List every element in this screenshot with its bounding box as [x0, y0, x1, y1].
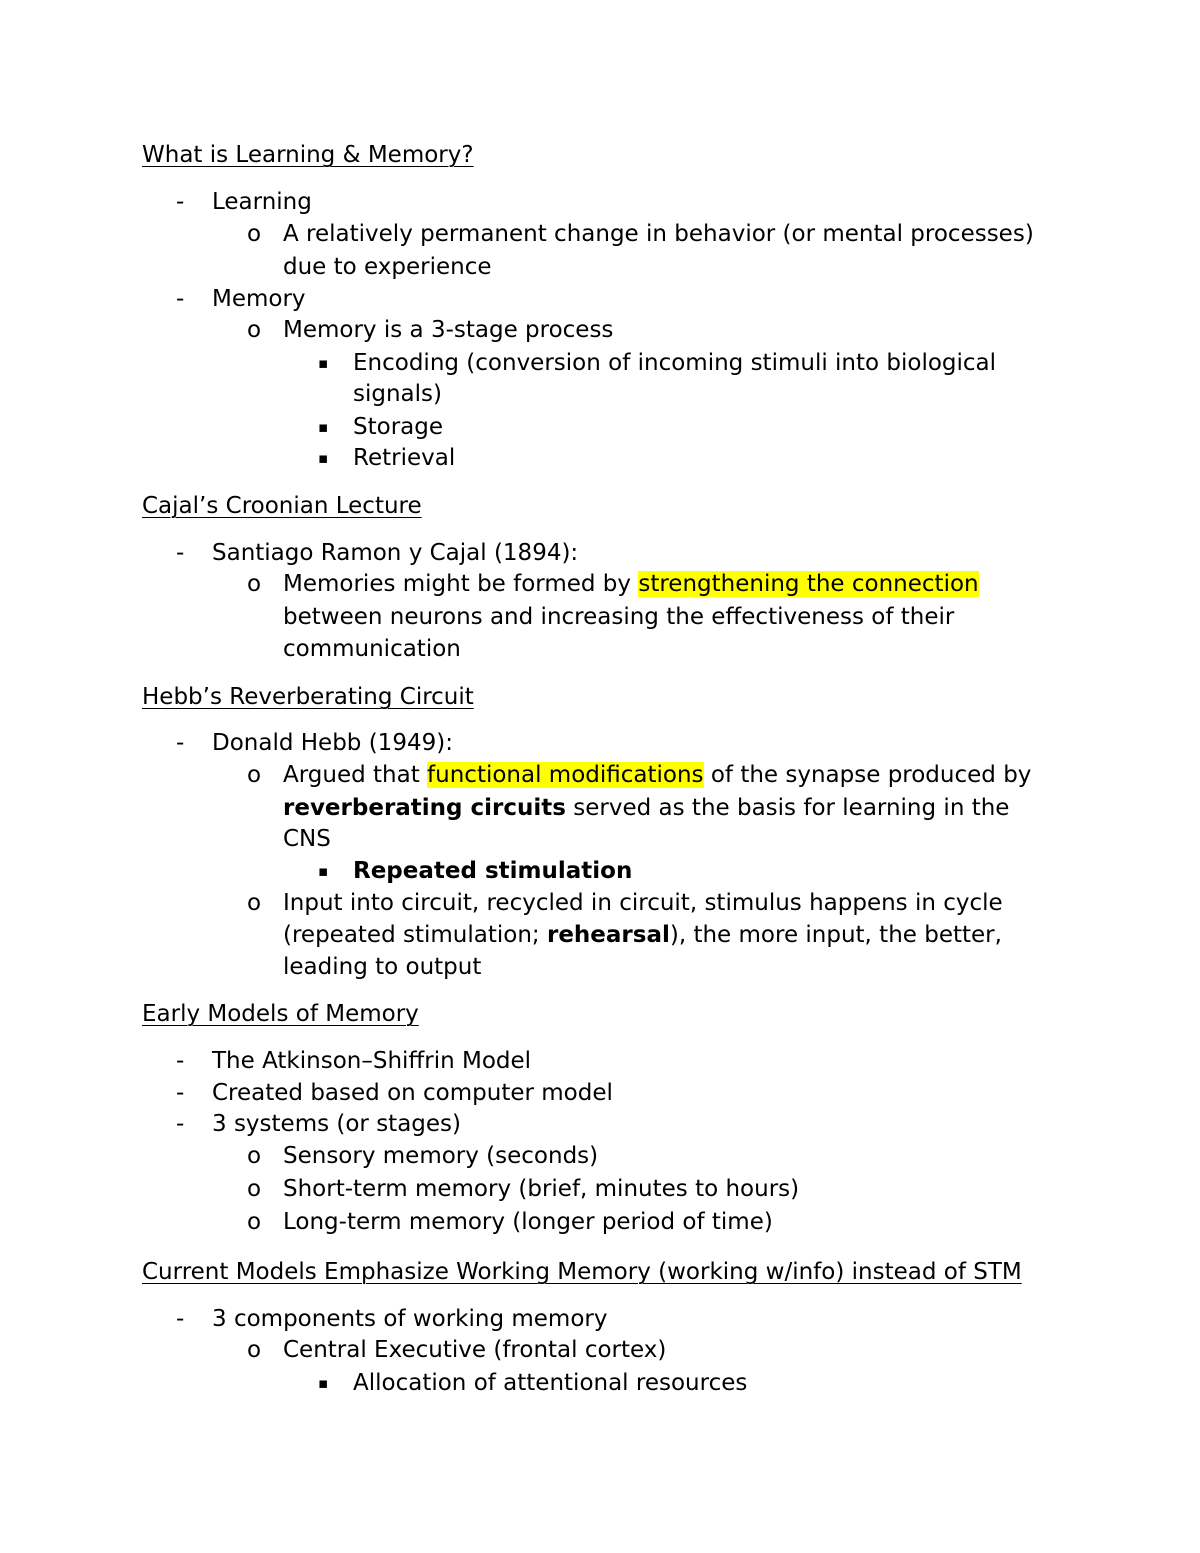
- list-item: Retrieval: [353, 445, 456, 471]
- text-run: ), the more input, the better,: [669, 922, 1002, 948]
- list-item-continuation: CNS: [283, 826, 331, 852]
- list-item-continuation: [283, 921, 1002, 949]
- square-bullet: ▪: [318, 862, 329, 880]
- list-item: Created based on computer model: [212, 1080, 613, 1106]
- circle-bullet: o: [247, 762, 262, 788]
- circle-bullet: o: [247, 1337, 262, 1363]
- list-item: Encoding (conversion of incoming stimuli into biological: [353, 350, 997, 376]
- dash-bullet: -: [176, 1306, 185, 1332]
- text-run: served as the basis for learning in the: [565, 795, 1010, 821]
- list-item: The Atkinson–Shiffrin Model: [212, 1048, 532, 1074]
- list-item: 3 components of working memory: [212, 1306, 608, 1332]
- list-item: Memory: [212, 286, 306, 312]
- list-item: A relatively permanent change in behavior (or mental processes): [283, 221, 1034, 247]
- circle-bullet: o: [247, 1176, 262, 1202]
- list-item: Central Executive (frontal cortex): [283, 1337, 667, 1363]
- bold-text: reverberating circuits: [283, 795, 566, 821]
- section-heading: What is Learning & Memory?: [142, 142, 474, 168]
- circle-bullet: o: [247, 221, 262, 247]
- list-item-continuation: between neurons and increasing the effectiveness of their: [283, 604, 955, 630]
- dash-bullet: -: [176, 189, 185, 215]
- text-run: Memories might be formed by: [283, 571, 639, 597]
- text-run: Argued that: [283, 762, 428, 788]
- square-bullet: ▪: [318, 354, 329, 372]
- circle-bullet: o: [247, 890, 262, 916]
- text-run: of the synapse produced by: [703, 762, 1032, 788]
- section-heading: Cajal’s Croonian Lecture: [142, 493, 422, 519]
- square-bullet: ▪: [318, 418, 329, 436]
- dash-bullet: -: [176, 286, 185, 312]
- section-heading: Hebb’s Reverberating Circuit: [142, 684, 474, 710]
- list-item: 3 systems (or stages): [212, 1111, 462, 1137]
- square-bullet: ▪: [318, 449, 329, 467]
- list-item-continuation: signals): [353, 381, 442, 407]
- list-item-continuation: [283, 794, 1009, 822]
- list-item: [283, 570, 979, 598]
- list-item: Long-term memory (longer period of time): [283, 1209, 773, 1235]
- list-item: Short-term memory (brief, minutes to hours): [283, 1176, 800, 1202]
- section-heading: Early Models of Memory: [142, 1001, 419, 1027]
- bold-text: rehearsal: [546, 922, 670, 948]
- list-item: [353, 857, 632, 885]
- bold-text: Repeated stimulation: [353, 858, 633, 884]
- circle-bullet: o: [247, 1209, 262, 1235]
- list-item-continuation: leading to output: [283, 954, 482, 980]
- dash-bullet: -: [176, 1048, 185, 1074]
- text-run: (repeated stimulation;: [283, 922, 547, 948]
- list-item-continuation: due to experience: [283, 254, 492, 280]
- list-item: Learning: [212, 189, 312, 215]
- square-bullet: ▪: [318, 1374, 329, 1392]
- section-heading: Current Models Emphasize Working Memory (working w/info) instead of STM: [142, 1259, 1022, 1285]
- list-item: Donald Hebb (1949):: [212, 730, 453, 756]
- list-item: Input into circuit, recycled in circuit, stimulus happens in cycle: [283, 890, 1003, 916]
- list-item: Sensory memory (seconds): [283, 1143, 599, 1169]
- circle-bullet: o: [247, 1143, 262, 1169]
- dash-bullet: -: [176, 730, 185, 756]
- list-item: [283, 761, 1031, 789]
- dash-bullet: -: [176, 1080, 185, 1106]
- highlighted-text: strengthening the connection: [638, 571, 979, 597]
- list-item: Allocation of attentional resources: [353, 1370, 748, 1396]
- list-item: Memory is a 3-stage process: [283, 317, 614, 343]
- highlighted-text: functional modifications: [427, 762, 704, 788]
- dash-bullet: -: [176, 1111, 185, 1137]
- list-item: Santiago Ramon y Cajal (1894):: [212, 540, 579, 566]
- circle-bullet: o: [247, 571, 262, 597]
- list-item: Storage: [353, 414, 443, 440]
- dash-bullet: -: [176, 540, 185, 566]
- circle-bullet: o: [247, 317, 262, 343]
- list-item-continuation: communication: [283, 636, 461, 662]
